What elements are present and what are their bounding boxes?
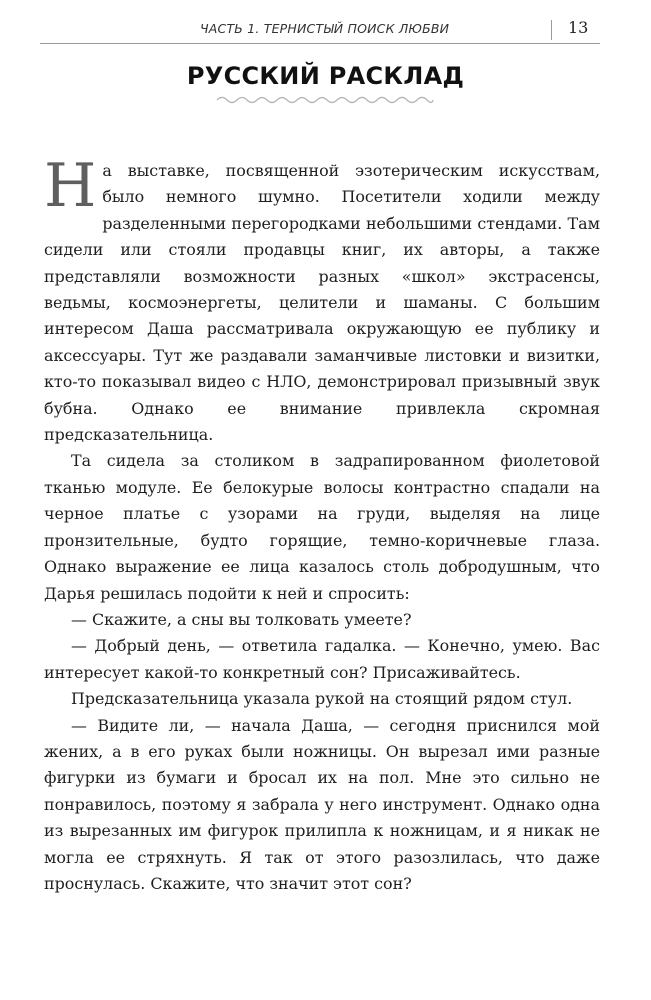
paragraph: Та сидела за столиком в задрапированном фиолетовой тканью модуле. Ее белокурые волосы контрастно спадали на черное платье с узорами на груди, выделяя на лице пронзительные, будто горящие, темно-коричневые глаза. Однако выражение ее лица казалось столь добродушным, что Дарья решилась подойти к ней и спросить: (44, 451, 600, 603)
drop-cap: Н (44, 151, 97, 221)
paragraph-text: а выставке, посвященной эзотерическим искусствам, было немного шумно. Посетители ходили между разделенными перегородками небольшими стендами. Там сидели или стояли продавцы книг, их авторы, а также представляли возможности разных «школ» экстрасенсы, ведьмы, космоэнергеты, целители и шаманы. С большим интересом Даша рассматривала окружающую ее публику и аксессуары. Тут же раздавали заманчивые листовки и визитки, кто-то показывал видео с НЛО, демонстрировал призывный звук бубна. Однако ее внимание привлекла скромная предсказательница. (44, 161, 600, 445)
paragraph: — Скажите, а сны вы толковать умеете? (71, 609, 412, 629)
body-text (44, 151, 600, 897)
paragraph (44, 151, 600, 448)
paragraph: — Добрый день, — ответила гадалка. — Конечно, умею. Вас интересует какой-то конкретный сон? Присаживайтесь. (44, 636, 600, 682)
header-rule (40, 43, 600, 44)
page-number: 13 (568, 18, 589, 37)
title-ornament (215, 95, 435, 105)
chapter-title: РУССКИЙ РАСКЛАД (186, 62, 465, 90)
header-divider (551, 20, 552, 40)
paragraph: — Видите ли, — начала Даша, — сегодня приснился мой жених, а в его руках были ножницы. Он вырезал ими разные фигурки из бумаги и бросал их на пол. Мне это сильно не понравилось, поэтому я забрала у него инструмент. Однако одна из вырезанных им фигурок прилипла к ножницам, и я никак не могла ее стряхнуть. Я так от этого разозлилась, что даже проснулась. Скажите, что значит этот сон? (44, 715, 600, 893)
running-header (40, 18, 600, 44)
paragraph: Предсказательница указала рукой на стоящий рядом стул. (71, 689, 573, 709)
running-title: ЧАСТЬ 1. ТЕРНИСТЫЙ ПОИСК ЛЮБВИ (200, 21, 450, 36)
